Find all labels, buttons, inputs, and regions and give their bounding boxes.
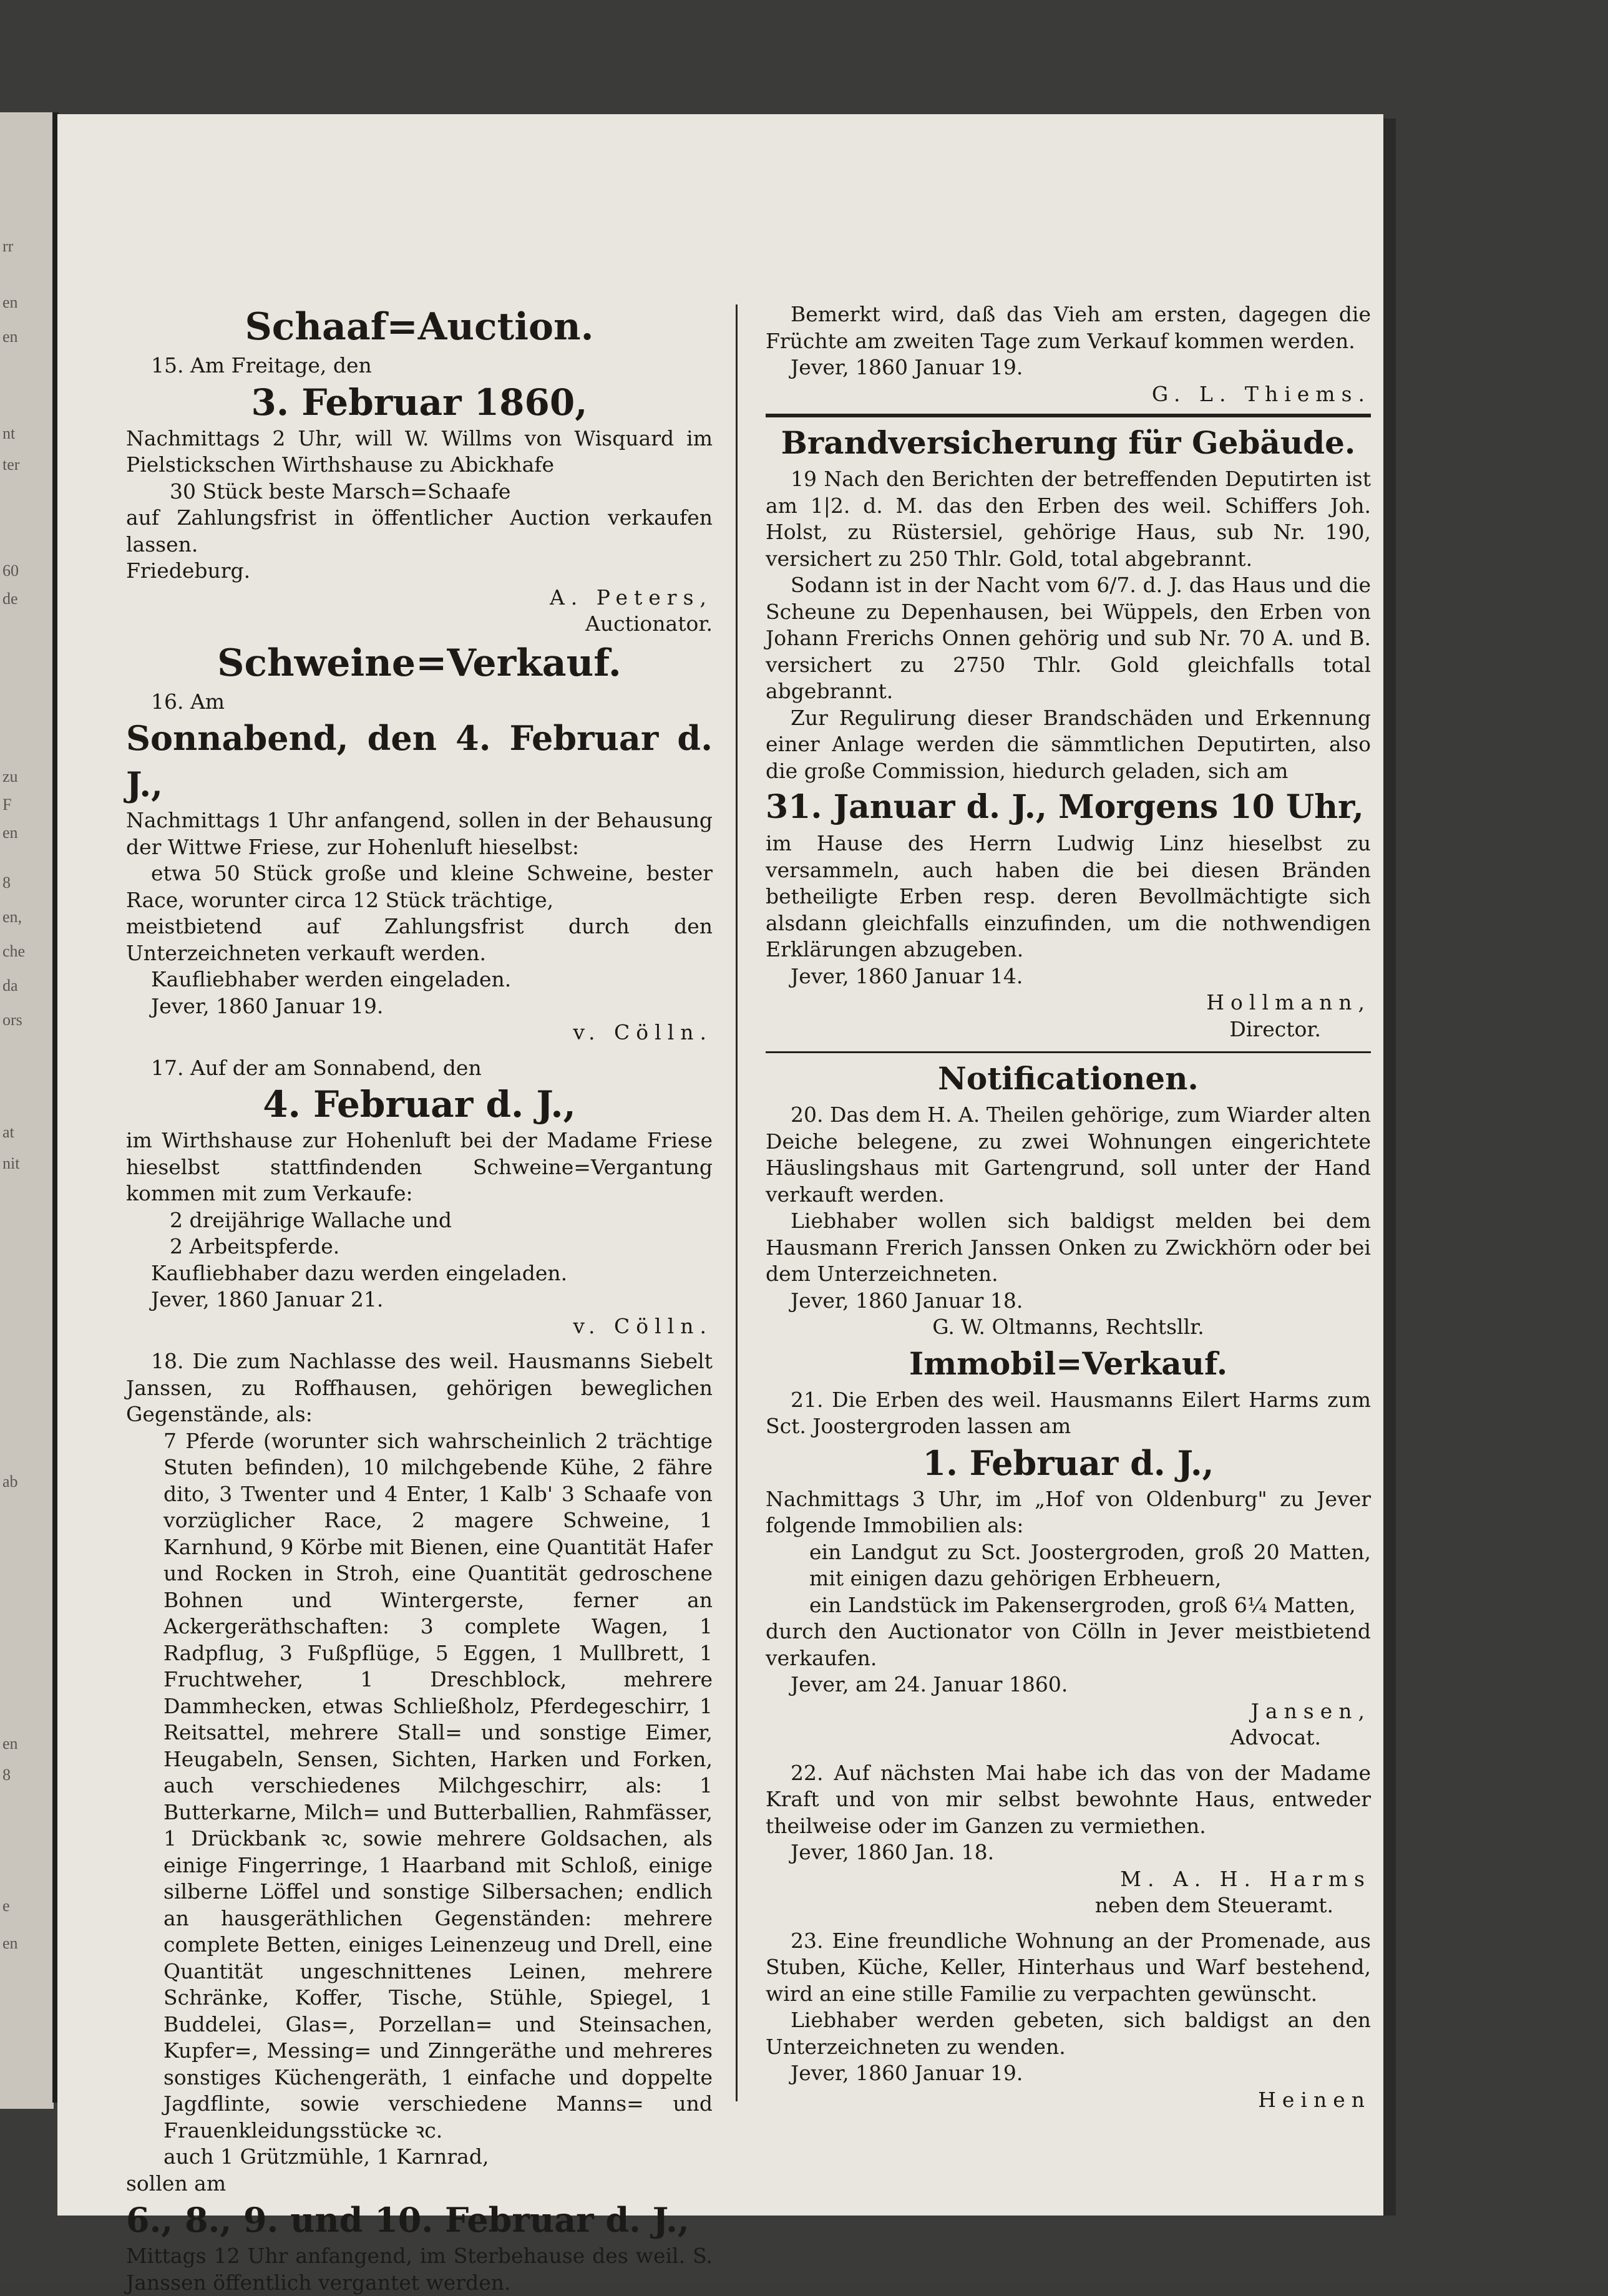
heading-schaaf-auction: Schaaf=Auction. [245,305,594,349]
adjacent-page-edge [0,112,54,2109]
date-line: 1. Februar d. J., [922,1442,1214,1483]
text-line: Mittags 12 Uhr anfangend, im Sterbehause des weil. S. Janssen öffentlich vergantet werden. [126,2244,713,2295]
text-line: Sodann ist in der Nacht vom 6/7. d. J. das Haus und die Scheune zu Depenhausen, bei Wüppels, den Erben von Johann Frerichs Onnen gehörig und sub Nr. 70 A. und B. versichert zu 2750 Thlr. Gold gleichfalls total abgebrannt. [766,573,1371,703]
date-line: Sonnabend, den 4. Februar d. J., [126,718,713,804]
page-edge-shadow [1383,119,1396,2216]
section-rule [766,1051,1371,1053]
text-line: im Wirthshause zur Hohenluft bei der Madame Friese hieselbst stattfindenden Schweine=Vergantung kommen mit zum Verkaufe: [126,1128,713,1205]
margin-fragment: en [2,1934,18,1952]
signature: G. W. Oltmanns, Rechtsllr. [932,1315,1204,1339]
text-line: etwa 50 Stück große und kleine Schweine, bester Race, worunter circa 12 Stück trächtige, [126,861,713,912]
margin-fragment: en, [2,908,22,926]
text-line: 18. Die zum Nachlasse des weil. Hausmanns Siebelt Janssen, zu Roffhausen, gehörigen beweglichen Gegenstände, als: [126,1349,713,1426]
signature: Heinen [1258,2087,1371,2112]
signature-title: Auctionator. [585,611,713,636]
text-line: Nachmittags 3 Uhr, im „Hof von Oldenburg" zu Jever folgende Immobilien als: [766,1486,1371,1537]
text-line: sollen am [126,2171,227,2196]
text-line: 30 Stück beste Marsch=Schaafe [170,479,511,503]
margin-fragment: nt [2,424,16,442]
margin-fragment: e [2,1897,10,1915]
heading-notificationen: Notificationen. [938,1060,1199,1097]
text-line: Kaufliebhaber dazu werden eingeladen. [151,1260,568,1285]
text-line: Liebhaber wollen sich baldigst melden bei dem Hausmann Frerich Janssen Onken zu Zwickhörn oder bei dem Unterzeichneten. [766,1209,1371,1286]
section-notificationen [766,1058,1371,1341]
text-line: durch den Auctionator von Cölln in Jever meistbietend verkaufen. [766,1619,1371,1670]
margin-fragment: en [2,328,18,346]
margin-fragment: nit [2,1154,20,1172]
date-stamp: Jever, 1860 Januar 19. [791,355,1023,379]
text-line: auch 1 Grützmühle, 1 Karnrad, [163,2144,489,2169]
signature: G. L. Thiems. [1151,381,1371,406]
date-line: 3. Februar 1860, [251,381,588,424]
margin-fragment: zu [2,767,18,786]
section-brandversicherung [766,422,1371,1043]
margin-fragment: F [2,795,12,814]
text-line: 23. Eine freundliche Wohnung an der Promenade, aus Stuben, Küche, Keller, Hinterhaus und Warf bestehend, wird an eine stille Familie zu verpachten gewünscht. [766,1928,1371,2006]
date-line: 6., 8., 9. und 10. Februar d. J., [126,2200,689,2240]
text-line: Nachmittags 2 Uhr, will W. Willms von Wisquard im Pielstickschen Wirthshause zu Abickhafe [126,426,713,477]
text-line: Bemerkt wird, daß das Vieh am ersten, dagegen die Früchte am zweiten Tage zum Verkauf kommen werden. [766,302,1371,353]
text-line: 19 Nach den Berichten der betreffenden Deputirten ist am 1|2. d. M. das den Erben des weil. Schiffers Joh. Holst, zu Rüstersiel, gehörige Haus, sub Nr. 190, versichert zu 250 Thlr. Gold, total abgebrannt. [766,467,1371,571]
signature: M. A. H. Harms [1120,1866,1371,1891]
signature: v. Cölln. [573,1020,713,1044]
text-line: 16. Am [151,689,225,714]
date-line: 31. Januar d. J., Morgens 10 Uhr, [766,788,1364,826]
signature-title: neben dem Steueramt. [1094,1893,1333,1917]
text-line: ein Landgut zu Sct. Joostergroden, groß 20 Matten, mit einigen dazu gehörigen Erbheuern, [809,1539,1371,1590]
date-stamp: Jever, 1860 Januar 19. [151,993,384,1018]
place-line: Friedeburg. [126,558,251,583]
text-line: im Hause des Herrn Ludwig Linz hieselbst zu versammeln, auch haben die bei diesen Bränden betheiligte Erben resp. deren Bevollmächtigte sich alsdann gleichfalls einzufinden, um die nothwendigen Erklärungen abzugeben. [766,831,1371,961]
text-line: 21. Die Erben des weil. Hausmanns Eilert Harms zum Sct. Joostergroden lassen am [766,1387,1371,1438]
text-line: 2 Arbeitspferde. [170,1234,340,1258]
text-line: 20. Das dem H. A. Theilen gehörige, zum Wiarder alten Deiche belegene, zu zwei Wohnungen eingerichtete Häuslingshaus mit Gartengrund, soll unter der Hand verkauft werden. [766,1102,1371,1207]
margin-fragment: ab [2,1472,18,1491]
margin-fragment: en [2,1734,18,1753]
ad-15 [126,303,713,638]
heading-immobil-verkauf: Immobil=Verkauf. [909,1345,1228,1382]
section-rule [766,414,1371,417]
heading-brandversicherung: Brandversicherung für Gebäude. [781,424,1356,461]
margin-fragment: en [2,824,18,842]
margin-fragment: che [2,942,26,960]
date-stamp: Jever, 1860 Januar 18. [791,1288,1023,1313]
date-line: 4. Februar d. J., [263,1083,576,1126]
margin-fragment: 8 [2,1766,11,1784]
left-column [126,301,713,2296]
margin-fragment: at [2,1123,14,1141]
text-line: meistbietend auf Zahlungsfrist durch den Unterzeichneten verkauft werden. [126,914,713,965]
ad-18 [126,1348,713,2296]
margin-fragment: 8 [2,873,11,892]
signature: A. Peters, [549,585,713,610]
text-line: Liebhaber werden gebeten, sich baldigst an den Unterzeichneten zu wenden. [766,2008,1371,2059]
text-line: Zur Regulirung dieser Brandschäden und Erkennung einer Anlage werden die sämmtlichen Deputirten, also die große Commission, hiedurch geladen, sich am [766,705,1371,783]
right-column [766,301,1371,2113]
notice-top [766,301,1371,407]
margin-fragment: 60 [2,562,19,580]
text-line: 22. Auf nächsten Mai habe ich das von der Madame Kraft und von mir selbst bewohnte Haus, entweder theilweise oder im Ganzen zu vermiethen. [766,1760,1371,1838]
text-line: 15. Am Freitage, den [151,353,372,377]
signature: v. Cölln. [573,1313,713,1338]
margin-fragment: de [2,590,18,608]
margin-fragment: en [2,293,18,311]
item-list: 7 Pferde (worunter sich wahrscheinlich 2 trächtige Stuten befinden), 10 milchgebende Kühe, 2 fähre dito, 3 Twenter und 4 Enter, 1 Kalb' 3 Schaafe von vorzüglicher Race, 2 magere Schweine, 1 Karnhund, 9 Körbe mit Bienen, eine Quantität Hafer und Rocken in Stroh, eine Quantität gedroschene Bohnen und Wintergerste, ferner an Ackergeräthschaften: 3 complete Wagen, 1 Radpflug, 3 Fußpflüge, 5 Eggen, 1 Mullbrett, 1 Fruchtweher, 1 Dreschblock, mehrere Dammhecken, etwas Schließholz, Pferdegeschirr, 1 Reitsattel, mehrere Stall= und sonstige Eimer, Heugabeln, Sensen, Sichten, Harken und Forken, auch verschiedenes Milchgeschirr, als: 1 Butterkarne, Milch= und Butterballien, Rahmfässer, 1 Drückbank ꝛc, sowie mehrere Goldsachen, als einige Fingerringe, 1 Haarband mit Schloß, einige silberne Löffel und sonstige Silbersachen; endlich an hausgeräthlichen Gegenständen: mehrere complete Betten, einiges Leinenzeug und Drell, eine Quantität ungeschnittenes Leinen, mehrere Schränke, Koffer, Tische, Stühle, Spiegel, 1 Buddelei, Glas=, Porzellan= und Steinsachen, Kupfer=, Messing= und Zinngeräthe und mehreres sonstiges Küchengeräth, 1 einfache und doppelte Jagdflinte, sowie verschiedene Manns= und Frauenkleidungsstücke ꝛc. [163,1428,713,2143]
ad-16 [126,639,713,1046]
ad-17 [126,1055,713,1340]
column-divider [736,304,738,2101]
text-line: Nachmittags 1 Uhr anfangend, sollen in der Behausung der Wittwe Friese, zur Hohenluft hieselbst: [126,808,713,859]
signature-title: Director. [1229,1016,1321,1041]
margin-fragment: rr [2,237,14,255]
margin-fragment: ors [2,1011,22,1029]
date-stamp: Jever, 1860 Januar 14. [791,963,1023,988]
section-immobil-verkauf [766,1343,1371,2114]
margin-fragment: ter [2,455,20,474]
text-line: 2 dreijährige Wallache und [170,1207,452,1232]
newspaper-page [57,114,1383,2295]
signature: Jansen, [1250,1698,1371,1723]
margin-fragment: da [2,976,18,995]
text-line: ein Landstück im Pakensergroden, groß 6¼ Matten, [809,1592,1356,1617]
signature: Hollmann, [1206,990,1371,1014]
text-line: 17. Auf der am Sonnabend, den [151,1055,482,1080]
date-stamp: Jever, 1860 Januar 21. [151,1287,384,1311]
text-line: Kaufliebhaber werden eingeladen. [151,967,512,991]
date-stamp: Jever, 1860 Januar 19. [791,2061,1023,2085]
heading-schweine-verkauf: Schweine=Verkauf. [217,641,621,685]
date-stamp: Jever, am 24. Januar 1860. [791,1672,1068,1696]
signature-title: Advocat. [1230,1725,1321,1749]
date-stamp: Jever, 1860 Jan. 18. [791,1840,995,1864]
text-line: auf Zahlungsfrist in öffentlicher Auction verkaufen lassen. [126,505,713,557]
